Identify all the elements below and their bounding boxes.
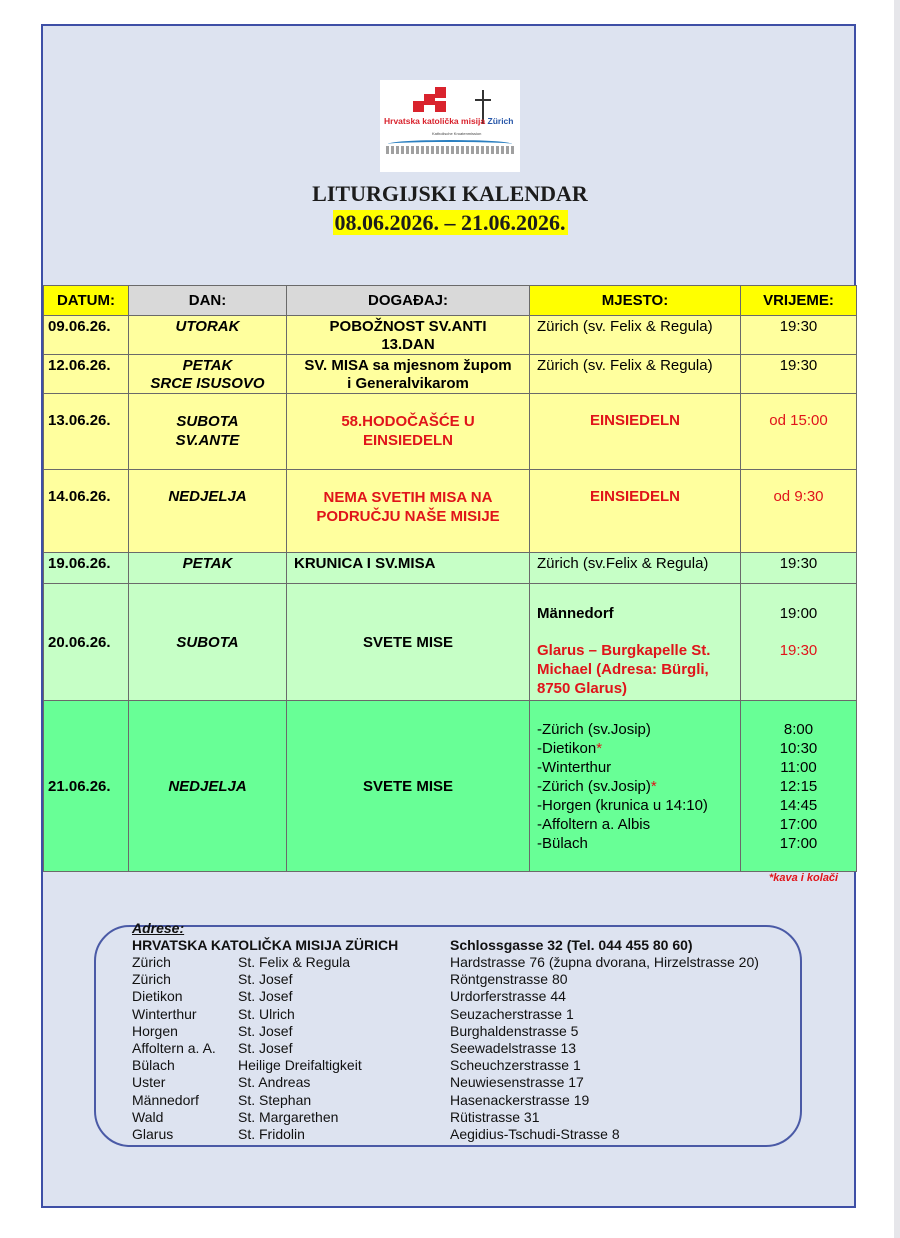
row-place-line: 8750 Glarus) — [537, 680, 628, 697]
address-parish: St. Josef — [238, 988, 293, 1005]
row-event — [287, 394, 530, 470]
address-town: Horgen — [132, 1022, 178, 1039]
row-time-line: 11:00 — [780, 759, 817, 776]
address-parish: St. Andreas — [238, 1074, 311, 1091]
spacer — [745, 623, 852, 641]
row-day — [129, 701, 287, 872]
address-street: Burghaldenstrasse 5 — [450, 1022, 579, 1039]
row-place-line: -Horgen (krunica u 14:10) — [537, 797, 708, 814]
row-place-line: -Winterthur — [537, 759, 612, 776]
row-day-line: PETAK — [182, 357, 233, 374]
row-event-line: 13.DAN — [381, 336, 435, 353]
logo-city: Zürich — [487, 116, 514, 126]
address-street: Aegidius-Tschudi-Strasse 8 — [450, 1125, 620, 1142]
address-town: Affoltern a. A. — [132, 1039, 216, 1056]
row-place — [530, 584, 741, 701]
address-parish: St. Stephan — [238, 1091, 312, 1108]
row-time-line: od 9:30 — [773, 488, 824, 505]
row-time-line: 10:30 — [779, 740, 818, 757]
addresses-heading: Adrese: — [132, 920, 185, 936]
row-place-text: -Dietikon — [537, 740, 597, 757]
coffee-asterisk: * — [650, 778, 657, 795]
coffee-footnote: *kava i kolači — [769, 872, 839, 884]
row-day-line: SRCE ISUSOVO — [150, 375, 265, 392]
row-day — [129, 553, 287, 584]
row-day — [129, 584, 287, 701]
row-event-line: SV. MISA sa mjesnom župom — [304, 357, 512, 374]
row-date: 09.06.26. — [44, 316, 129, 355]
row-time-line: 17:00 — [779, 835, 818, 852]
logo-checker-square — [424, 94, 435, 105]
row-day-line: UTORAK — [175, 318, 240, 335]
address-parish: St. Josef — [238, 971, 293, 988]
row-event-line: SVETE MISE — [362, 777, 454, 795]
address-street: Rütistrasse 31 — [450, 1108, 540, 1125]
row-day — [129, 470, 287, 553]
row-place — [530, 394, 741, 470]
address-town: Winterthur — [132, 1005, 197, 1022]
coffee-asterisk: * — [596, 740, 603, 757]
row-time-line: 8:00 — [783, 721, 814, 738]
row-place-line: Zürich (sv.Felix & Regula) — [537, 555, 709, 572]
row-time-line: od 15:00 — [769, 412, 828, 429]
row-place-line: Zürich (sv. Felix & Regula) — [537, 357, 713, 374]
header-date: DATUM: — [44, 286, 129, 316]
address-parish: St. Josef — [238, 1022, 293, 1039]
row-event-line: PODRUČJU NAŠE MISIJE — [316, 508, 500, 525]
address-parish: Heilige Dreifaltigkeit — [238, 1057, 362, 1074]
row-event — [287, 701, 530, 872]
address-town: Dietikon — [132, 988, 183, 1005]
address-street: Urdorferstrasse 44 — [450, 988, 566, 1005]
row-day-line: NEDJELJA — [168, 488, 247, 505]
row-date: 20.06.26. — [44, 584, 129, 701]
logo-subtitle: Katholische Kroatenmission — [432, 131, 482, 136]
row-event — [287, 316, 530, 355]
logo-checker-square — [435, 101, 446, 112]
row-place-line: Männedorf — [537, 605, 614, 622]
address-town: Bülach — [132, 1057, 175, 1074]
row-event — [287, 470, 530, 553]
row-place-line: Michael (Adresa: Bürgli, — [537, 661, 709, 678]
address-town: Männedorf — [132, 1091, 199, 1108]
row-event-line: SVETE MISE — [362, 633, 454, 651]
row-event — [287, 355, 530, 394]
row-date: 21.06.26. — [44, 701, 129, 872]
row-time — [741, 584, 857, 701]
table-row — [44, 553, 857, 584]
cross-icon-bar — [475, 99, 491, 101]
table-row — [44, 470, 857, 553]
address-street: Neuwiesenstrasse 17 — [450, 1074, 584, 1091]
logo-checker-square — [435, 87, 446, 98]
row-time — [741, 355, 857, 394]
row-place — [530, 553, 741, 584]
row-day-line: SUBOTA — [176, 633, 239, 651]
row-time-line: 19:30 — [779, 318, 818, 335]
row-time — [741, 394, 857, 470]
row-date: 13.06.26. — [44, 394, 129, 470]
address-street: Seewadelstrasse 13 — [450, 1039, 577, 1056]
logo-wave-pattern — [386, 146, 514, 154]
mission-address: Schlossgasse 32 (Tel. 044 455 80 60) — [450, 937, 693, 953]
row-place-line: -Affoltern a. Albis — [537, 816, 651, 833]
row-event-line: 58.HODOČAŠĆE U — [341, 413, 475, 430]
address-town: Zürich — [132, 954, 171, 970]
row-place — [530, 701, 741, 872]
row-time-line: 14:45 — [779, 797, 818, 814]
address-parish: St. Margarethen — [238, 1108, 339, 1125]
date-range-text: 08.06.2026. – 21.06.2026. — [334, 210, 566, 235]
liturgical-calendar-table — [43, 285, 857, 872]
table-header-row — [44, 286, 857, 316]
row-date: 12.06.26. — [44, 355, 129, 394]
row-place-line: Zürich (sv. Felix & Regula) — [537, 318, 713, 335]
row-place-line: EINSIEDELN — [589, 488, 680, 505]
address-town: Wald — [132, 1108, 164, 1125]
table-row — [44, 355, 857, 394]
table-row — [44, 394, 857, 470]
page-title: LITURGIJSKI KALENDAR — [312, 181, 588, 206]
row-event-line: NEMA SVETIH MISA NA — [323, 489, 493, 506]
row-time-line: 17:00 — [779, 816, 818, 833]
row-place-line: Glarus – Burgkapelle St. — [537, 642, 711, 659]
header-day: DAN: — [129, 286, 287, 316]
mission-name: HRVATSKA KATOLIČKA MISIJA ZÜRICH — [132, 937, 399, 953]
table-row — [44, 701, 857, 872]
logo-checker-square — [413, 101, 424, 112]
row-event-line: EINSIEDELN — [362, 432, 453, 449]
address-street: Hardstrasse 76 (župna dvorana, Hirzelstrasse 20) — [450, 954, 759, 970]
row-time-line: 19:00 — [779, 605, 818, 622]
row-place — [530, 355, 741, 394]
row-time — [741, 470, 857, 553]
table-row — [44, 584, 857, 701]
row-place-line: -Bülach — [537, 835, 588, 852]
row-day-line: NEDJELJA — [168, 777, 247, 795]
row-place-line — [537, 739, 736, 758]
address-town: Zürich — [132, 971, 171, 988]
row-event-line: KRUNICA I SV.MISA — [294, 555, 436, 572]
row-place-text: -Zürich (sv.Josip) — [537, 778, 651, 795]
row-event-line: i Generalvikarom — [347, 375, 469, 392]
row-date: 14.06.26. — [44, 470, 129, 553]
row-place — [530, 316, 741, 355]
row-place-line: EINSIEDELN — [589, 412, 680, 429]
row-place — [530, 470, 741, 553]
row-time-line: 19:30 — [779, 555, 818, 572]
spacer — [537, 623, 736, 641]
row-day — [129, 355, 287, 394]
address-parish: St. Josef — [238, 1039, 293, 1056]
row-event — [287, 584, 530, 701]
address-street: Scheuchzerstrasse 1 — [450, 1057, 581, 1074]
address-parish: St. Felix & Regula — [238, 954, 351, 970]
header-time: VRIJEME: — [741, 286, 857, 316]
row-day-line: PETAK — [182, 555, 233, 572]
table-row — [44, 316, 857, 355]
address-street: Hasenackerstrasse 19 — [450, 1091, 590, 1108]
row-event — [287, 553, 530, 584]
row-time — [741, 701, 857, 872]
mission-logo — [380, 80, 520, 172]
address-parish: St. Fridolin — [238, 1125, 305, 1142]
row-time — [741, 316, 857, 355]
address-street: Röntgenstrasse 80 — [450, 971, 568, 988]
address-parish: St. Ulrich — [238, 1005, 295, 1022]
logo-text — [384, 116, 513, 126]
row-place-line — [537, 777, 736, 796]
address-street: Seuzacherstrasse 1 — [450, 1005, 574, 1022]
row-time — [741, 553, 857, 584]
header-event: DOGAĐAJ: — [287, 286, 530, 316]
row-day — [129, 316, 287, 355]
row-place-line: -Zürich (sv.Josip) — [537, 721, 651, 738]
row-event-line: POBOŽNOST SV.ANTI — [329, 318, 487, 335]
date-range — [0, 210, 900, 236]
address-town: Glarus — [132, 1125, 174, 1142]
header-place: MJESTO: — [530, 286, 741, 316]
address-town: Uster — [132, 1074, 166, 1091]
row-time-line: 19:30 — [779, 357, 818, 374]
row-time-line: 12:15 — [779, 778, 818, 795]
row-day — [129, 394, 287, 470]
row-day-line: SUBOTA — [176, 413, 239, 430]
logo-name: Hrvatska katolička misija — [384, 116, 486, 126]
row-day-line: SV.ANTE — [175, 432, 240, 449]
row-time-line: 19:30 — [779, 642, 818, 659]
row-date: 19.06.26. — [44, 553, 129, 584]
